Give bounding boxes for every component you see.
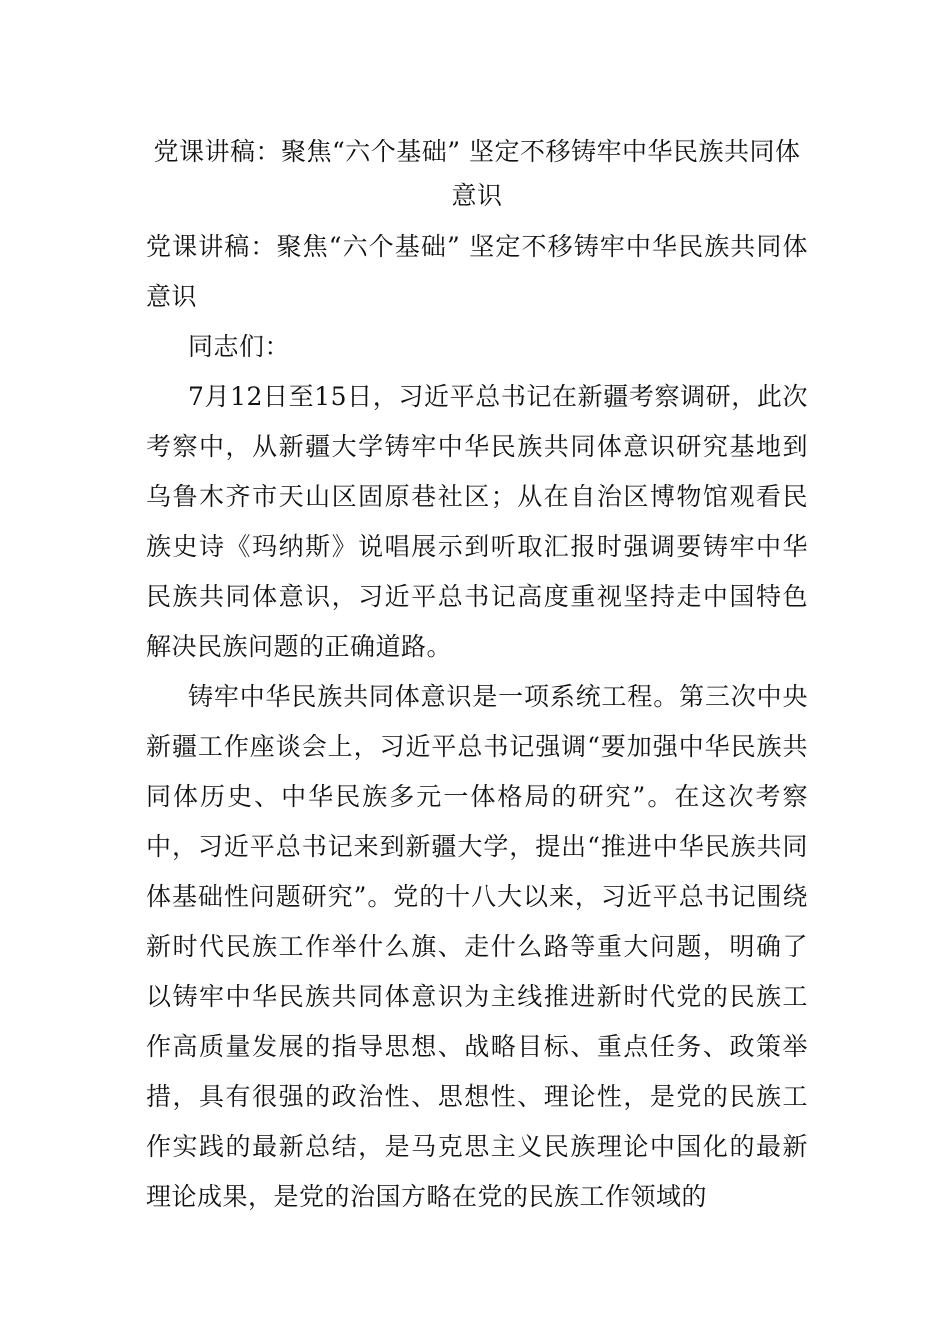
document-title: 党课讲稿：聚焦“六个基础” 坚定不移铸牢中华民族共同体意识 bbox=[153, 137, 801, 210]
document-heading: 党课讲稿：聚焦“六个基础” 坚定不移铸牢中华民族共同体意识 bbox=[146, 232, 808, 311]
salutation: 同志们： bbox=[188, 332, 291, 361]
document-body bbox=[146, 130, 808, 1222]
paragraph-1: 7月12日至15日，习近平总书记在新疆考察调研，此次考察中，从新疆大学铸牢中华民族共同体意识研究基地到乌鲁木齐市天山区固原巷社区；从在自治区博物馆观看民族史诗《玛纳斯》说唱展示到听取汇报时强调要铸牢中华民族共同体意识，习近平总书记高度重视坚持走中国特色解决民族问题的正确道路。 bbox=[146, 382, 808, 661]
paragraph-2: 铸牢中华民族共同体意识是一项系统工程。第三次中央新疆工作座谈会上，习近平总书记强调“要加强中华民族共同体历史、中华民族多元一体格局的研究”。在这次考察中，习近平总书记来到新疆大学，提出“推进中华民族共同体基础性问题研究”。党的十八大以来，习近平总书记围绕新时代民族工作举什么旗、走什么路等重大问题，明确了以铸牢中华民族共同体意识为主线推进新时代党的民族工作高质量发展的指导思想、战略目标、重点任务、政策举措，具有很强的政治性、思想性、理论性，是党的民族工作实践的最新总结，是马克思主义民族理论中国化的最新理论成果，是党的治国方略在党的民族工作领域的 bbox=[146, 682, 808, 1211]
